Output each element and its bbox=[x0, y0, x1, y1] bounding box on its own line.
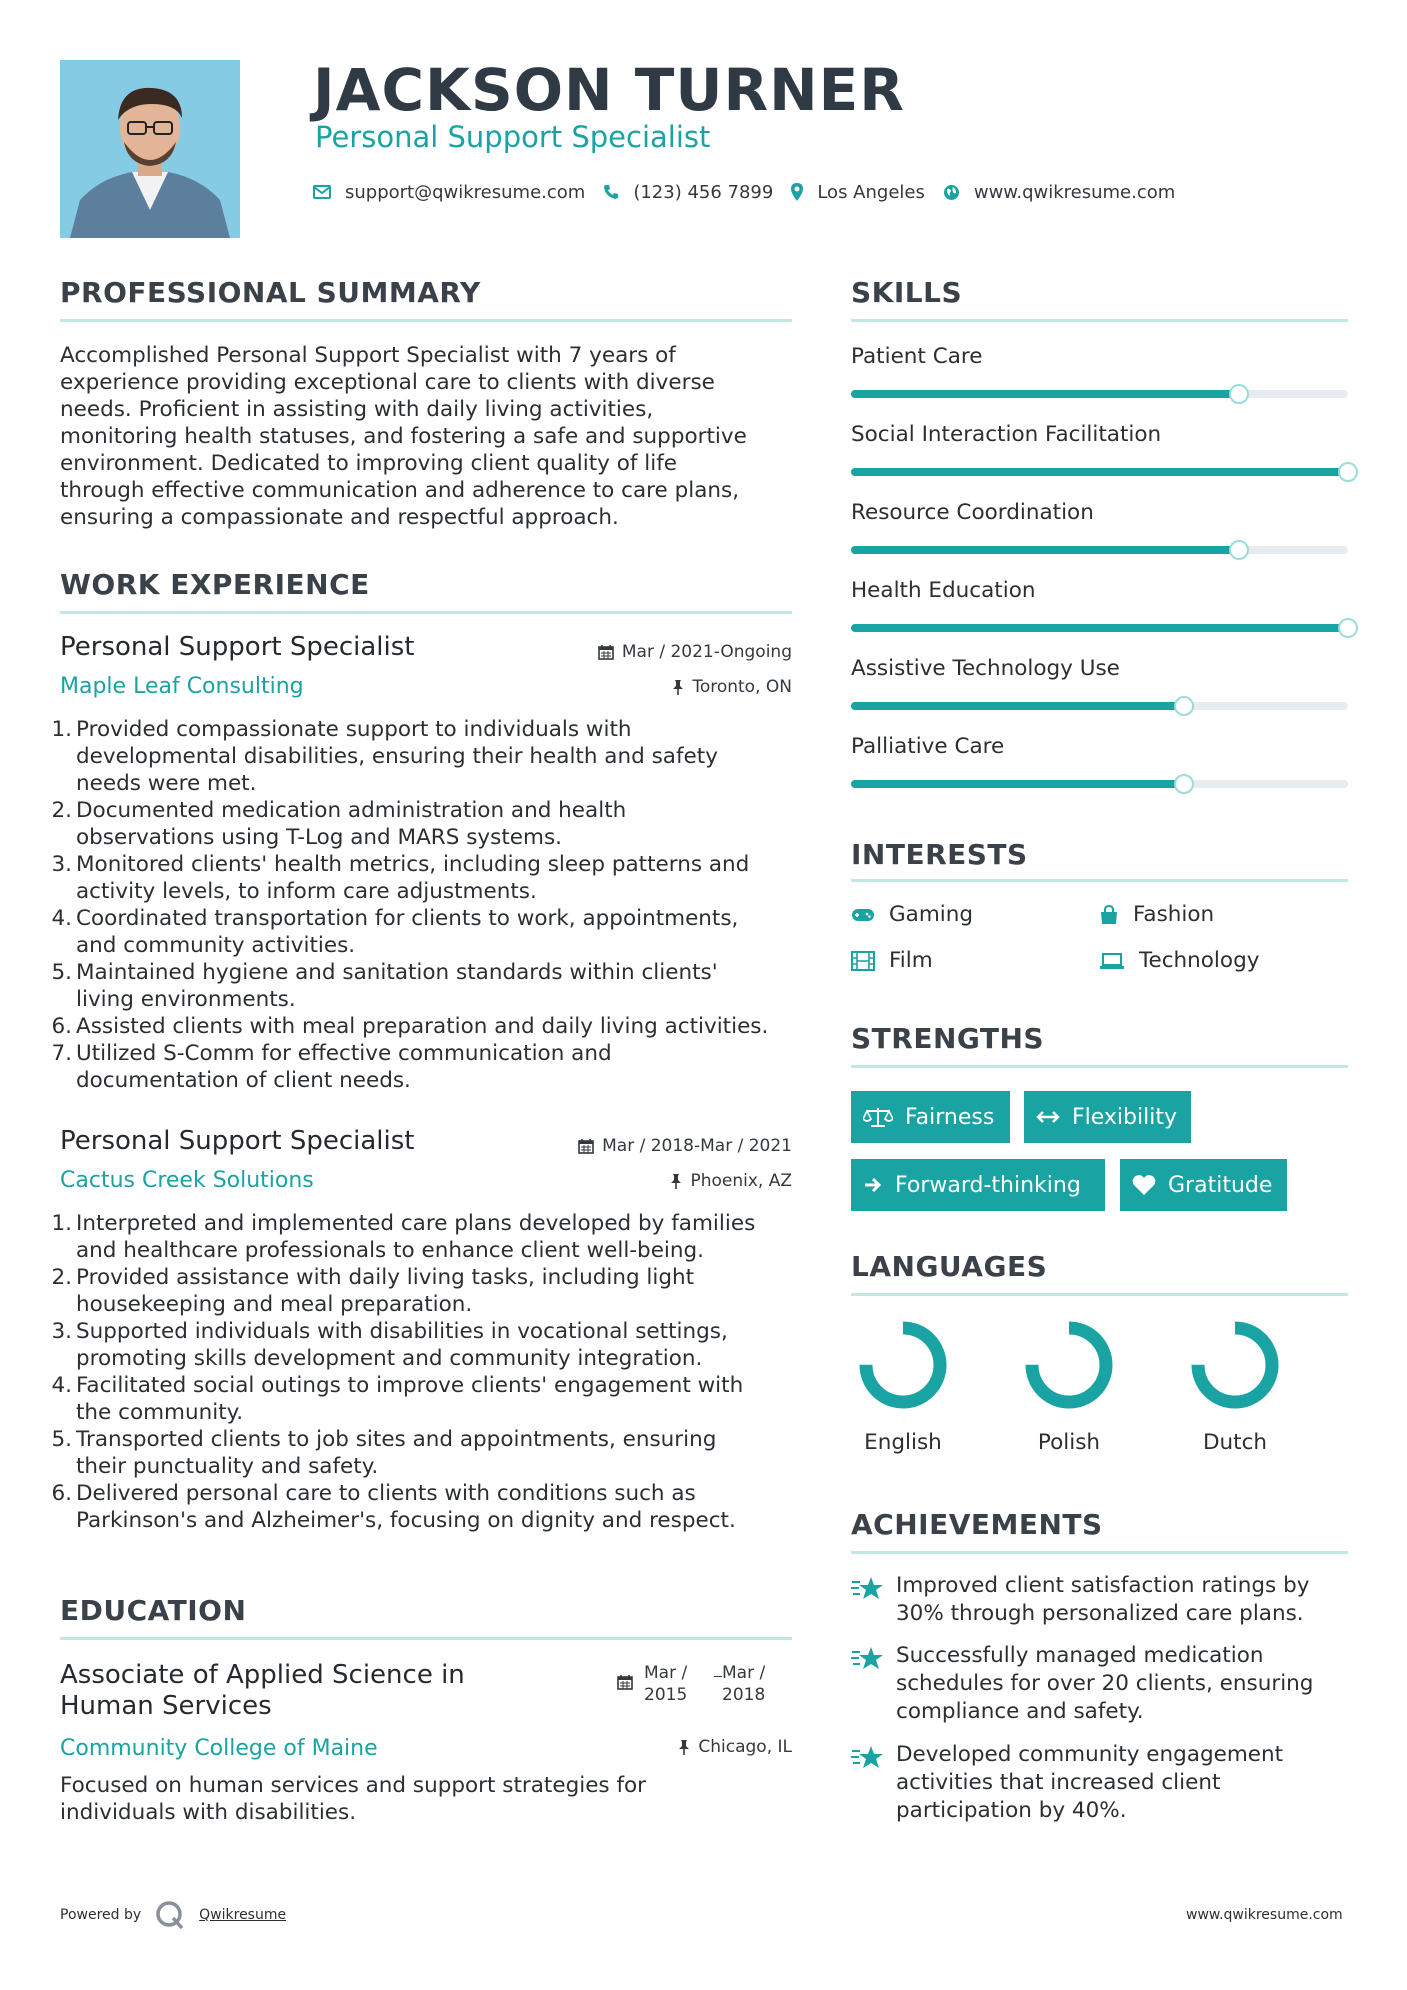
job-dates-text: Mar / 2018-Mar / 2021 bbox=[602, 1136, 792, 1156]
skill-bar bbox=[851, 624, 1348, 632]
skill-bar-fill bbox=[851, 546, 1239, 554]
star-badge-icon bbox=[851, 1745, 885, 1771]
list-item: 5. Transported clients to job sites and appointments, ensuring their punctuality and safety. bbox=[51, 1427, 717, 1479]
interest-item-technology: Technology bbox=[1099, 948, 1259, 973]
list-item: 2. Provided assistance with daily living tasks, including light housekeeping and meal preparation. bbox=[51, 1265, 695, 1317]
footer-brand-link[interactable]: Qwikresume bbox=[199, 1907, 287, 1923]
email-icon bbox=[313, 185, 331, 199]
heart-icon bbox=[1132, 1174, 1156, 1196]
footer-powered-by: Powered by Qwikresume bbox=[60, 1900, 286, 1930]
pushpin-icon bbox=[670, 1173, 682, 1189]
skill-bar-fill bbox=[851, 624, 1348, 632]
pushpin-icon bbox=[678, 1739, 690, 1755]
contact-phone[interactable] bbox=[603, 182, 773, 203]
language-label: Polish bbox=[1037, 1430, 1101, 1455]
school-name: Community College of Maine bbox=[60, 1736, 378, 1761]
degree-title bbox=[60, 1660, 465, 1722]
skill-label: Social Interaction Facilitation bbox=[851, 422, 1162, 447]
calendar-icon bbox=[578, 1138, 594, 1154]
language-label: English bbox=[864, 1430, 942, 1455]
school-location-text: Chicago, IL bbox=[698, 1737, 792, 1757]
summary-line: monitoring health statuses, and fostering a safe and supportive bbox=[60, 424, 747, 449]
skill-bar-knob bbox=[1174, 696, 1194, 716]
education-rule bbox=[60, 1637, 792, 1640]
globe-icon bbox=[943, 184, 960, 201]
skill-bar-knob bbox=[1338, 462, 1358, 482]
interest-item-film: Film bbox=[851, 948, 933, 973]
skill-bar bbox=[851, 468, 1348, 476]
education-description: Focused on human services and support strategies for individuals with disabilities. bbox=[60, 1773, 647, 1825]
summary-heading: PROFESSIONAL SUMMARY bbox=[60, 276, 481, 309]
list-item: 7. Utilized S-Comm for effective communication and documentation of client needs. bbox=[51, 1041, 612, 1093]
school-location bbox=[560, 1737, 792, 1757]
balance-scale-icon bbox=[863, 1106, 893, 1128]
list-item: 1. Interpreted and implemented care plans developed by families and healthcare professionals to enhance client well-being. bbox=[51, 1211, 756, 1263]
skill-bar-knob bbox=[1174, 774, 1194, 794]
job-bullets bbox=[50, 716, 810, 1094]
job-company: Cactus Creek Solutions bbox=[60, 1168, 314, 1193]
contact-bar bbox=[313, 180, 1193, 204]
strength-fairness: Fairness bbox=[851, 1091, 1010, 1143]
experience-rule bbox=[60, 611, 792, 614]
skill-label: Resource Coordination bbox=[851, 500, 1094, 525]
strengths-heading: STRENGTHS bbox=[851, 1022, 1045, 1055]
skill-bar bbox=[851, 546, 1348, 554]
list-item: 4. Facilitated social outings to improve clients' engagement with the community. bbox=[51, 1373, 744, 1425]
education-start: Mar / 2015 bbox=[644, 1663, 688, 1705]
skill-label: Patient Care bbox=[851, 344, 983, 369]
contact-website[interactable] bbox=[943, 182, 1175, 203]
list-item: 6. Assisted clients with meal preparation and daily living activities. bbox=[51, 1014, 769, 1039]
skill-bar-fill bbox=[851, 390, 1239, 398]
list-item: 1. Provided compassionate support to individuals with developmental disabilities, ensuring their health and safety needs were met. bbox=[51, 717, 718, 796]
job-location-text: Phoenix, AZ bbox=[690, 1171, 792, 1191]
job-location-text: Toronto, ON bbox=[692, 677, 792, 697]
map-pin-icon bbox=[791, 183, 803, 201]
list-item: 2. Documented medication administration and health observations using T-Log and MARS systems. bbox=[51, 798, 627, 850]
laptop-icon bbox=[1099, 952, 1125, 970]
interests-heading: INTERESTS bbox=[851, 838, 1028, 871]
footer-website[interactable]: www.qwikresume.com bbox=[1186, 1907, 1343, 1923]
summary-line: ensuring a compassionate and respectful approach. bbox=[60, 505, 619, 530]
summary-text bbox=[60, 342, 800, 531]
email-text: support@qwikresume.com bbox=[345, 181, 586, 203]
gamepad-icon bbox=[851, 907, 875, 923]
date-dash bbox=[714, 1676, 722, 1677]
candidate-title: Personal Support Specialist bbox=[315, 120, 711, 154]
calendar-icon bbox=[617, 1674, 633, 1690]
languages-rule bbox=[851, 1293, 1348, 1296]
skill-bar-fill bbox=[851, 780, 1184, 788]
calendar-icon bbox=[598, 644, 614, 660]
summary-line: environment. Dedicated to improving client quality of life bbox=[60, 451, 678, 476]
achievements-heading: ACHIEVEMENTS bbox=[851, 1508, 1103, 1541]
website-text: www.qwikresume.com bbox=[973, 181, 1176, 203]
languages-heading: LANGUAGES bbox=[851, 1250, 1048, 1283]
language-ring bbox=[853, 1315, 953, 1415]
shopping-bag-icon bbox=[1099, 905, 1119, 925]
contact-location bbox=[791, 182, 925, 203]
phone-icon bbox=[603, 184, 619, 200]
skill-bar bbox=[851, 390, 1348, 398]
job-dates bbox=[540, 1136, 792, 1156]
arrows-horizontal-icon bbox=[1036, 1110, 1060, 1124]
language-label: Dutch bbox=[1202, 1430, 1268, 1455]
arrow-right-icon bbox=[863, 1176, 883, 1194]
skill-label: Health Education bbox=[851, 578, 1036, 603]
degree-line: Human Services bbox=[60, 1691, 272, 1721]
summary-line: Accomplished Personal Support Specialist with 7 years of bbox=[60, 343, 676, 368]
list-item: 4. Coordinated transportation for clients to work, appointments, and community activities. bbox=[51, 906, 739, 958]
phone-text: (123) 456 7899 bbox=[633, 181, 774, 203]
skills-heading: SKILLS bbox=[851, 276, 963, 309]
skills-rule bbox=[851, 319, 1348, 322]
list-item: 6. Delivered personal care to clients with conditions such as Parkinson's and Alzheimer's, focusing on dignity and respect. bbox=[51, 1481, 736, 1533]
candidate-name: JACKSON TURNER bbox=[313, 56, 905, 124]
skill-bar-knob bbox=[1229, 384, 1249, 404]
language-ring bbox=[1019, 1315, 1119, 1415]
interest-item-fashion: Fashion bbox=[1099, 902, 1214, 927]
job-company: Maple Leaf Consulting bbox=[60, 674, 304, 699]
qwikresume-logo-icon bbox=[155, 1900, 185, 1930]
experience-heading: WORK EXPERIENCE bbox=[60, 568, 370, 601]
summary-line: needs. Proficient in assisting with daily living activities, bbox=[60, 397, 654, 422]
strength-flexibility: Flexibility bbox=[1024, 1091, 1191, 1143]
list-item: 3. Monitored clients' health metrics, including sleep patterns and activity levels, to inform care adjustments. bbox=[51, 852, 750, 904]
job-location bbox=[560, 1171, 792, 1191]
summary-rule bbox=[60, 319, 792, 322]
contact-email[interactable] bbox=[313, 182, 585, 203]
list-item: 5. Maintained hygiene and sanitation standards within clients' living environments. bbox=[51, 960, 718, 1012]
achievements-rule bbox=[851, 1551, 1348, 1554]
star-badge-icon bbox=[851, 1646, 885, 1672]
skill-label: Palliative Care bbox=[851, 734, 1005, 759]
education-heading: EDUCATION bbox=[60, 1594, 247, 1627]
job-bullets bbox=[50, 1210, 810, 1534]
job-dates-text: Mar / 2021-Ongoing bbox=[621, 642, 792, 662]
skill-bar bbox=[851, 702, 1348, 710]
location-text: Los Angeles bbox=[817, 181, 925, 203]
degree-line: Associate of Applied Science in bbox=[60, 1660, 465, 1690]
film-icon bbox=[851, 951, 875, 971]
pushpin-icon bbox=[672, 679, 684, 695]
skill-label: Assistive Technology Use bbox=[851, 656, 1120, 681]
language-ring bbox=[1185, 1315, 1285, 1415]
job-title: Personal Support Specialist bbox=[60, 1126, 415, 1156]
job-title: Personal Support Specialist bbox=[60, 632, 415, 662]
strengths-rule bbox=[851, 1065, 1348, 1068]
star-badge-icon bbox=[851, 1576, 885, 1602]
list-item: 3. Supported individuals with disabilities in vocational settings, promoting skills development and community integration. bbox=[51, 1319, 728, 1371]
interest-item-gaming: Gaming bbox=[851, 902, 973, 927]
strength-forward-thinking: Forward-thinking bbox=[851, 1159, 1105, 1211]
interests-rule bbox=[851, 879, 1348, 882]
education-end: Mar / 2018 bbox=[722, 1663, 766, 1705]
skill-bar-fill bbox=[851, 468, 1348, 476]
job-dates bbox=[560, 642, 792, 662]
job-location bbox=[560, 677, 792, 697]
skill-bar bbox=[851, 780, 1348, 788]
profile-photo bbox=[60, 60, 240, 238]
skill-bar-fill bbox=[851, 702, 1184, 710]
skill-bar-knob bbox=[1338, 618, 1358, 638]
skill-bar-knob bbox=[1229, 540, 1249, 560]
summary-line: experience providing exceptional care to clients with diverse bbox=[60, 370, 715, 395]
strength-gratitude: Gratitude bbox=[1120, 1159, 1287, 1211]
summary-line: through effective communication and adherence to care plans, bbox=[60, 478, 740, 503]
